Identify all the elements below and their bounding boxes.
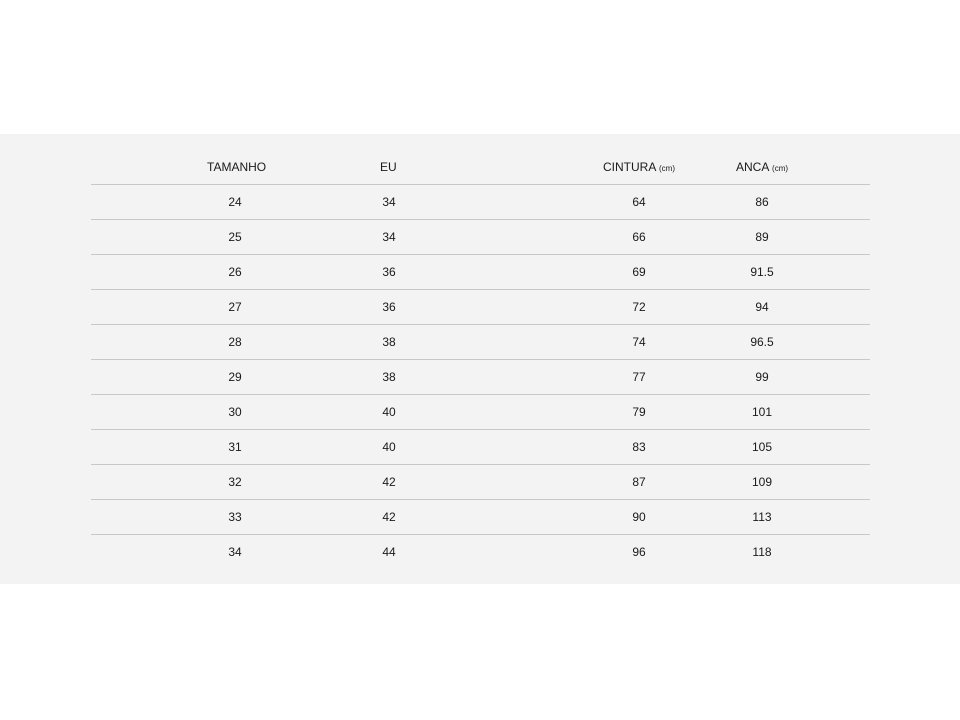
header-eu — [378, 150, 551, 185]
cell-cintura — [551, 290, 697, 325]
cell-value: 83 — [632, 440, 646, 454]
cell-value: 30 — [228, 405, 242, 419]
cell-value: 36 — [382, 300, 396, 314]
cell-eu — [378, 395, 551, 430]
cell-anca — [697, 430, 870, 465]
cell-anca — [697, 220, 870, 255]
header-label: ANCA — [736, 160, 769, 174]
header-cintura — [551, 150, 697, 185]
table-row — [91, 465, 870, 500]
cell-value: 44 — [382, 545, 396, 559]
cell-eu — [378, 255, 551, 290]
cell-value: 87 — [632, 475, 646, 489]
cell-value: 109 — [751, 475, 773, 489]
cell-eu — [378, 185, 551, 220]
header-label: TAMANHO — [207, 160, 267, 174]
cell-tamanho — [91, 360, 378, 395]
cell-value: 101 — [751, 405, 773, 419]
cell-eu — [378, 220, 551, 255]
cell-value: 27 — [228, 300, 242, 314]
cell-value: 38 — [382, 370, 396, 384]
header-label-wrap — [603, 160, 675, 174]
cell-anca — [697, 255, 870, 290]
header-tamanho — [91, 150, 378, 185]
cell-tamanho — [91, 395, 378, 430]
cell-value: 40 — [382, 440, 396, 454]
cell-value: 96 — [632, 545, 646, 559]
cell-anca — [697, 535, 870, 570]
cell-cintura — [551, 500, 697, 535]
cell-value: 118 — [752, 545, 772, 559]
cell-anca — [697, 360, 870, 395]
header-unit: (cm) — [772, 164, 789, 173]
cell-eu — [378, 360, 551, 395]
cell-tamanho — [91, 255, 378, 290]
table-row — [91, 255, 870, 290]
cell-eu — [378, 325, 551, 360]
cell-tamanho — [91, 290, 378, 325]
cell-cintura — [551, 185, 697, 220]
header-row — [91, 150, 870, 185]
cell-value: 90 — [632, 510, 646, 524]
cell-tamanho — [91, 430, 378, 465]
cell-anca — [697, 465, 870, 500]
table-row — [91, 395, 870, 430]
table-body — [91, 185, 870, 570]
cell-eu — [378, 535, 551, 570]
cell-eu — [378, 465, 551, 500]
cell-value: 99 — [755, 370, 769, 384]
table-row — [91, 360, 870, 395]
cell-value: 29 — [228, 370, 242, 384]
cell-cintura — [551, 395, 697, 430]
header-label: EU — [380, 160, 397, 174]
cell-value: 33 — [228, 510, 242, 524]
cell-eu — [378, 500, 551, 535]
cell-tamanho — [91, 325, 378, 360]
cell-cintura — [551, 255, 697, 290]
cell-value: 25 — [228, 230, 242, 244]
cell-value: 32 — [228, 475, 242, 489]
cell-cintura — [551, 535, 697, 570]
cell-value: 64 — [632, 195, 646, 209]
cell-value: 31 — [228, 440, 242, 454]
cell-value: 40 — [382, 405, 396, 419]
header-anca — [697, 150, 870, 185]
cell-cintura — [551, 465, 697, 500]
cell-eu — [378, 430, 551, 465]
cell-value: 86 — [755, 195, 769, 209]
cell-value: 113 — [752, 510, 772, 524]
cell-anca — [697, 395, 870, 430]
cell-tamanho — [91, 535, 378, 570]
cell-value: 66 — [632, 230, 646, 244]
cell-tamanho — [91, 220, 378, 255]
cell-value: 91.5 — [750, 265, 774, 279]
header-unit: (cm) — [659, 164, 676, 173]
cell-value: 42 — [382, 475, 396, 489]
table-header — [91, 150, 870, 185]
table-row — [91, 185, 870, 220]
cell-value: 24 — [228, 195, 242, 209]
cell-cintura — [551, 360, 697, 395]
table-row — [91, 430, 870, 465]
cell-value: 79 — [632, 405, 646, 419]
table-row — [91, 220, 870, 255]
cell-value: 42 — [382, 510, 396, 524]
cell-tamanho — [91, 465, 378, 500]
cell-value: 28 — [228, 335, 242, 349]
cell-value: 74 — [632, 335, 646, 349]
table-row — [91, 325, 870, 360]
table-row — [91, 535, 870, 570]
cell-tamanho — [91, 185, 378, 220]
table-row — [91, 290, 870, 325]
cell-anca — [697, 185, 870, 220]
cell-value: 72 — [632, 300, 646, 314]
cell-tamanho — [91, 500, 378, 535]
cell-anca — [697, 290, 870, 325]
cell-value: 96.5 — [750, 335, 774, 349]
cell-value: 94 — [755, 300, 769, 314]
cell-cintura — [551, 220, 697, 255]
cell-anca — [697, 500, 870, 535]
cell-value: 69 — [632, 265, 646, 279]
cell-value: 38 — [382, 335, 396, 349]
cell-value: 34 — [382, 230, 396, 244]
cell-cintura — [551, 430, 697, 465]
cell-value: 34 — [228, 545, 242, 559]
cell-value: 105 — [751, 440, 773, 454]
cell-value: 36 — [382, 265, 396, 279]
header-label: CINTURA — [603, 160, 656, 174]
size-table — [91, 150, 870, 569]
cell-value: 26 — [228, 265, 242, 279]
header-label-wrap — [736, 160, 788, 174]
size-chart-panel — [0, 134, 960, 584]
cell-value: 34 — [382, 195, 396, 209]
cell-cintura — [551, 325, 697, 360]
cell-eu — [378, 290, 551, 325]
cell-anca — [697, 325, 870, 360]
table-row — [91, 500, 870, 535]
cell-value: 89 — [755, 230, 769, 244]
cell-value: 77 — [632, 370, 646, 384]
